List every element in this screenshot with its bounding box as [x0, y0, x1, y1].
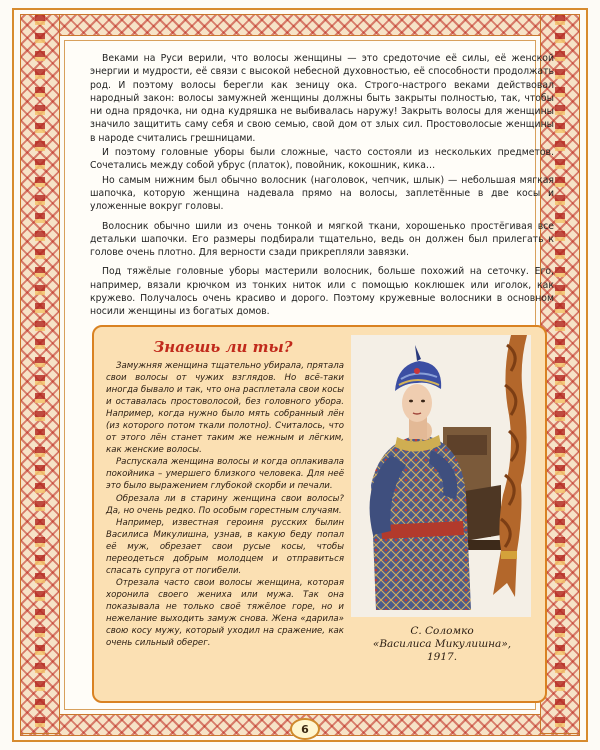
paragraph-5: Под тяжёлые головные уборы мастерили волосник, больше похожий на сеточку. Его, например, вязали крючком из тонких ниток или с помощью коклюшек или иголок, как кружево. Получалось очень красиво и дорого. Поэтому кружевные волосники в основном носили женщины из богатых домов.: [90, 266, 554, 318]
did-you-know-text: [106, 360, 344, 649]
illustration-vasilisa: [351, 335, 531, 617]
caption-author: С. Соломко: [410, 625, 474, 637]
sidebar-paragraph-2: Распускала женщина волосы и когда оплакивала покойника – умершего близкого человека. Для неё это было выражением глубокой скорби и печали.: [106, 457, 344, 492]
caption-year: 1917.: [426, 651, 458, 663]
page-number-badge: [290, 718, 320, 740]
paragraph-4: Волосник обычно шили из очень тонкой и мягкой ткани, хорошенько простёгивая все детальки шапочки. Его размеры подбирали тщательно, ведь он должен был прилегать к голове очень плотно. Для верности сзади прикрепляли завязки.: [90, 220, 554, 259]
main-text: [90, 52, 554, 325]
illustration-caption: [352, 625, 532, 664]
sidebar-paragraph-4: Например, известная героиня русских былин Василиса Микулишна, узнав, в какую беду попал её муж, обрезает свои русые косы, чтобы переодеться добрым молодцем и отправиться спасать супруга от погибели.: [106, 517, 344, 576]
painting-image: [351, 335, 531, 617]
ornament-left: [20, 14, 60, 734]
sidebar-paragraph-3: Обрезала ли в старину женщина свои волосы? Да, но очень редко. По особым горестным случаям.: [106, 493, 344, 516]
did-you-know-heading: Знаешь ли ты?: [153, 338, 293, 356]
paragraph-1: Веками на Руси верили, что волосы женщины — это средоточие её силы, её женской энергии и мудрости, её связи с высокой небесной духовностью, её способности продолжать род. И поэтому волосы берегли как зеницу ока. Строго-настрого веками действовал народный закон: волосы замужней женщины должны быть закрыты полностью, так, чтобы ни одна прядочка, ни одна кудряшка не выбивалась наружу! Закрыть волосы для женщины значило защитить саму себя и свою семью, свой дом от злых сил. Простоволосые женщины в народе считались грешницами.: [90, 53, 554, 144]
ornament-top: [20, 14, 580, 36]
sidebar-paragraph-1: Замужняя женщина тщательно убирала, прятала свои волосы от чужих взглядов. Но всё-таки иногда бывало и так, что она расплетала свои косы и оставалась простоволосой, без головного убора. Например, когда нужно было мять собранный лён (из которого потом ткали полотно). Считалось, что от этого лён станет таким же нежным и лёгким, как женские волосы.: [106, 361, 344, 456]
paragraph-2: И поэтому головные уборы были сложные, часто состояли из нескольких предметов. Сочетались между собой убрус (платок), повойник, кокошник, кика…: [90, 147, 554, 172]
sidebar-paragraph-5: Отрезала часто свои волосы женщина, которая хоронила своего жениха или мужа. Так она показывала не только своё тяжёлое горе, но и нежелание выходить замуж снова. Жена «дарила» свою косу мужу, который уходил на сражение, как очень сильный оберег.: [106, 577, 344, 649]
page-number: 6: [290, 718, 320, 740]
caption-title: «Василиса Микулишна»,: [372, 638, 512, 650]
paragraph-3: Но самым нижним был обычно волосник (наголовок, чепчик, шлык) — небольшая мягкая шапочка, которую женщина надевала прямо на волосы, заплетённые в две косы и уложенные вокруг головы.: [90, 174, 554, 213]
